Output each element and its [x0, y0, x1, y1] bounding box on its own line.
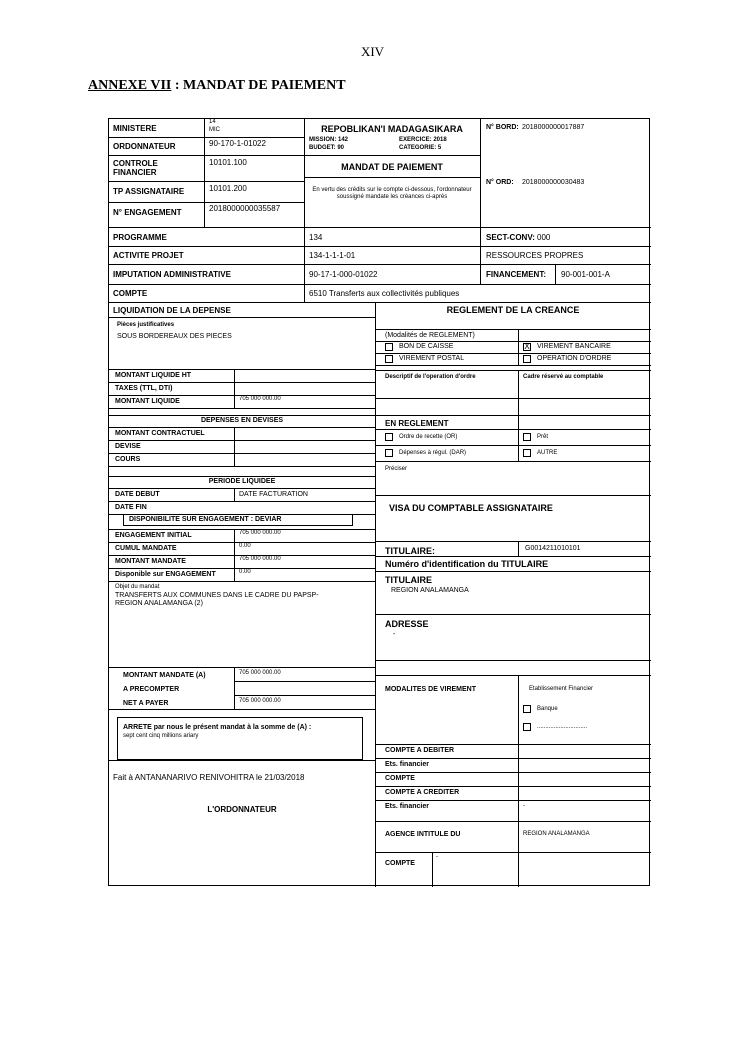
programme-label: PROGRAMME: [113, 233, 167, 242]
ordre-recette-label: Ordre de recette (OR): [399, 434, 458, 440]
activite-label: ACTIVITE PROJET: [113, 251, 184, 260]
banque-label: Banque: [537, 706, 558, 712]
cours-label: COURS: [115, 456, 141, 463]
montant-mandate-value: 705 000 000.00: [239, 556, 281, 562]
objet-line-1: TRANSFERTS AUX COMMUNES DANS LE CADRE DU PAPSP-: [115, 592, 319, 599]
montant-liquide-value: 705 000 000.00: [239, 396, 281, 402]
bon-caisse-label: BON DE CAISSE: [399, 343, 454, 350]
vertu-text: En vertu des crédits sur le compte ci-dessous, l'ordonnateur soussigné mandate les créances ci-après: [312, 187, 472, 200]
pret-label: Prêt: [537, 434, 549, 440]
numero-identification-label: Numéro d'identification du TITULAIRE: [385, 559, 549, 569]
compte-label: COMPTE: [113, 289, 148, 298]
bord-label: N° BORD:: [486, 124, 519, 131]
virement-postal-checkbox[interactable]: [385, 355, 393, 363]
titulaire-value: G0014211010101: [525, 545, 581, 552]
liquidation-title: LIQUIDATION DE LA DEPENSE: [113, 306, 231, 315]
cumul-label: CUMUL MANDATE: [115, 545, 177, 552]
disponible-value: 0.00: [239, 569, 251, 575]
annex-title: : MANDAT DE PAIEMENT: [171, 78, 346, 93]
imputation-label: IMPUTATION ADMINISTRATIVE: [113, 270, 231, 279]
imputation-value: 90-17-1-000-01022: [309, 270, 378, 279]
etablissement-financier-label: Etablissement Financier: [529, 686, 594, 692]
fait-a: Fait à ANTANANARIVO RENIVOHITRA le 21/03/2018: [113, 773, 305, 782]
budget: BUDGET: 90: [309, 145, 345, 151]
annex-label: ANNEXE VII: [88, 78, 172, 93]
republic-title: REPOBLIKAN'I MADAGASIKARA: [321, 124, 463, 134]
engagement-initial-value: 705 000 000.00: [239, 530, 281, 536]
date-facturation-label: DATE FACTURATION: [239, 491, 308, 498]
mandate-a-label: MONTANT MANDATE (A): [123, 672, 206, 679]
pieces-label: Pièces justificatives: [117, 322, 175, 328]
ressources: RESSOURCES PROPRES: [486, 251, 584, 260]
engagement-value: 2018000000035587: [209, 204, 281, 213]
page-number: XIV: [360, 44, 385, 59]
sectconv-value: 000: [537, 233, 551, 242]
controle-value: 10101.100: [209, 158, 247, 167]
cumul-value: 0.00: [239, 543, 251, 549]
ordonnateur-value: 90-170-1-01022: [209, 139, 266, 148]
agence-value: REGION ANALAMANGA: [523, 831, 590, 837]
ets-financier-label: Ets. financier: [385, 761, 429, 768]
preciser-label: Préciser: [385, 466, 408, 472]
banque-checkbox[interactable]: [523, 705, 531, 713]
financement-label: FINANCEMENT:: [486, 270, 546, 279]
virement-bancaire-label: VIREMENT BANCAIRE: [537, 343, 611, 350]
ministere-mic: MIC: [209, 127, 220, 133]
mandate-a-value: 705 000 000.00: [239, 670, 281, 676]
engagement-initial-label: ENGAGEMENT INITIAL: [115, 532, 192, 539]
bon-caisse-checkbox[interactable]: [385, 343, 393, 351]
tp-assignataire-value: 10101.200: [209, 184, 247, 193]
date-fin-label: DATE FIN: [115, 504, 147, 511]
compte-crediter-label: COMPTE A CREDITER: [385, 789, 460, 796]
compte-value: 6510 Transferts aux collectivités publiques: [309, 289, 460, 298]
disponible-label: Disponible sur ENGAGEMENT: [115, 571, 216, 578]
net-value: 705 000 000.00: [239, 698, 281, 704]
ord-label: N° ORD:: [486, 179, 514, 186]
compte-credit-label: COMPTE: [385, 860, 415, 867]
controle-label: CONTROLE FINANCIER: [113, 159, 158, 177]
autre-etablissement-checkbox[interactable]: [523, 723, 531, 731]
exercice: EXERCICE: 2018: [399, 137, 447, 143]
devises-title: DEPENSES EN DEVISES: [200, 417, 284, 424]
financement-value: 90-001-001-A: [561, 270, 610, 279]
ord-value: 2018000000030483: [522, 179, 585, 186]
periode-title: PERIODE LIQUIDEE: [208, 478, 276, 485]
autre-label: AUTRE: [537, 450, 558, 456]
arrete-label: ARRETE par nous le présent mandat à la somme de (A) :: [123, 724, 312, 731]
programme-value: 134: [309, 233, 323, 242]
bord-value: 2018000000017887: [522, 124, 585, 131]
engagement-label: N° ENGAGEMENT: [113, 208, 182, 217]
en-reglement: EN REGLEMENT: [385, 419, 449, 428]
objet-line-2: REGION ANALAMANGA (2): [115, 600, 203, 607]
pret-checkbox[interactable]: [523, 433, 531, 441]
depenses-regul-label: Dépenses à régul. (DAR): [399, 450, 467, 456]
payment-mandate-form: [108, 118, 650, 886]
ets-financier-credit-label: Ets. financier: [385, 803, 429, 810]
ets-financier-credit-value: -: [523, 803, 525, 809]
montant-ht-label: MONTANT LIQUIDE HT: [115, 372, 192, 379]
operation-ordre-checkbox[interactable]: [523, 355, 531, 363]
autre-etablissement-dots: ..............................: [537, 724, 588, 730]
activite-value: 134-1-1-1-01: [309, 251, 356, 260]
titulaire-name-label: TITULAIRE: [385, 575, 432, 585]
pieces-value: SOUS BORDEREAUX DES PIECES: [117, 333, 232, 340]
modalites-virement-label: MODALITES DE VIREMENT: [385, 686, 477, 693]
sectconv-label: SECT-CONV:: [486, 233, 535, 242]
net-label: NET A PAYER: [123, 700, 169, 707]
reglement-title: REGLEMENT DE LA CREANCE: [446, 305, 580, 315]
titulaire-label: TITULAIRE:: [385, 546, 435, 556]
contractuel-label: MONTANT CONTRACTUEL: [115, 430, 205, 437]
compte-label-debit: COMPTE: [385, 775, 415, 782]
tp-assignataire-label: TP ASSIGNATAIRE: [113, 187, 185, 196]
mandat-title: MANDAT DE PAIEMENT: [341, 162, 443, 172]
autre-checkbox[interactable]: [523, 449, 531, 457]
operation-ordre-label: OPERATION D'ORDRE: [537, 355, 612, 362]
montant-liquide-label: MONTANT LIQUIDE: [115, 398, 180, 405]
ordre-recette-checkbox[interactable]: [385, 433, 393, 441]
depenses-regul-checkbox[interactable]: [385, 449, 393, 457]
mission: MISSION: 142: [309, 137, 349, 143]
adresse-value: -: [393, 631, 396, 638]
montant-mandate-label: MONTANT MANDATE: [115, 558, 186, 565]
modalites-label: (Modalités de REGLEMENT): [385, 332, 475, 339]
cadre-label: Cadre réservé au comptable: [523, 374, 604, 380]
objet-label: Objet du mandat: [115, 584, 160, 590]
ordonnateur-label: ORDONNATEUR: [113, 142, 176, 151]
disponibilite-title: DISPONIBILITE SUR ENGAGEMENT : DEVIAR: [129, 516, 282, 523]
ordonnateur-signature: L'ORDONNATEUR: [207, 805, 277, 814]
precompter-label: A PRECOMPTER: [123, 686, 180, 693]
descriptif-label: Descriptif de l'operation d'ordre: [385, 374, 476, 380]
virement-postal-label: VIREMENT POSTAL: [399, 355, 465, 362]
compte-credit-value: -: [436, 854, 438, 860]
taxes-label: TAXES (TTL, DTI): [115, 385, 173, 392]
visa-label: VISA DU COMPTABLE ASSIGNATAIRE: [389, 503, 553, 513]
agence-label: AGENCE INTITULE DU: [385, 831, 461, 838]
compte-debiter-label: COMPTE A DEBITER: [385, 747, 455, 754]
annex-heading: [88, 78, 346, 94]
virement-bancaire-checkbox[interactable]: X: [524, 342, 530, 351]
arrete-value: sept cent cinq millions ariary: [123, 733, 199, 739]
ministere-label: MINISTERE: [113, 124, 157, 133]
devise-label: DEVISE: [115, 443, 141, 450]
date-debut-label: DATE DEBUT: [115, 491, 160, 498]
titulaire-name-value: REGION ANALAMANGA: [391, 587, 469, 594]
adresse-label: ADRESSE: [385, 619, 429, 629]
categorie: CATEGORIE: 5: [399, 145, 442, 151]
ministere-code: 14: [209, 119, 216, 125]
